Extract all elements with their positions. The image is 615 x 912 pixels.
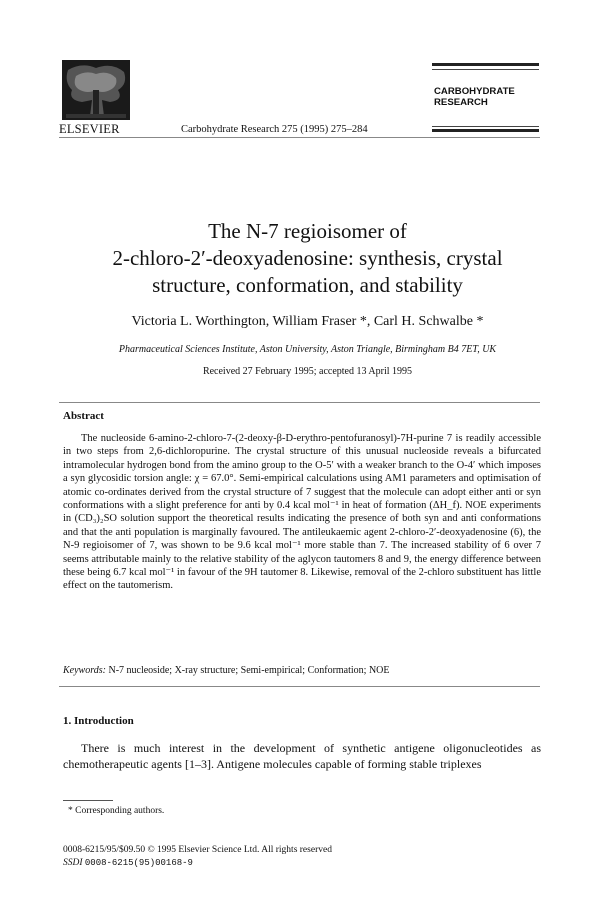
introduction-text: There is much interest in the development of synthetic antigene oligonucleotides as chemotherapeutic agents [1–3]. Antigene molecules capable of forming stable triplexes [63,741,541,771]
journal-citation: Carbohydrate Research 275 (1995) 275–284 [181,124,368,135]
header-divider [59,137,540,138]
author-list: Victoria L. Worthington, William Fraser *, Carl H. Schwalbe * [131,314,484,329]
received-dates: Received 27 February 1995; accepted 13 April 1995 [202,366,413,377]
journal-name [434,86,515,108]
publisher-name: ELSEVIER [59,122,120,136]
ssdi-line [63,858,193,868]
keywords [63,665,541,676]
keywords-label: Keywords: [63,665,106,676]
journal-rule-top-thin [432,69,539,70]
footnote-rule [63,800,113,801]
title-line-2: 2-chloro-2′-deoxyadenosine: synthesis, crystal [112,246,503,270]
title-line-1: The N-7 regioisomer of [208,219,407,243]
abstract-heading: Abstract [63,410,104,422]
journal-name-line1: CARBOHYDRATE [434,86,515,97]
keywords-text: N-7 nucleoside; X-ray structure; Semi-empirical; Conformation; NOE [108,665,390,676]
ssdi-label: SSDI [63,858,83,868]
copyright-line: 0008-6215/95/$09.50 © 1995 Elsevier Science Ltd. All rights reserved [63,845,332,855]
abstract-body [63,432,541,593]
ssdi-value: 0008-6215(95)00168-9 [84,858,193,868]
journal-rule-bottom [432,129,539,132]
journal-rule-bottom-thin [432,126,539,127]
title-line-3: structure, conformation, and stability [152,273,463,297]
divider-below-keywords [59,686,540,687]
introduction-body [63,741,541,772]
footnote-corresponding-authors: * Corresponding authors. [68,806,165,816]
journal-rule-top [432,63,539,66]
abstract-text: The nucleoside 6-amino-2-chloro-7-(2-deoxy-β-D-erythro-pentofuranosyl)-7H-purine 7 is readily accessible in two steps from 2,6-dichloropurine. The crystal structure of this unusual nucleoside reveals a bifurcated intramolecular hydrogen bond from the amino group to the O-5′ with a weaker branch to the O-4′ which imposes a syn glycosidic torsion angle: χ = 67.0°. Semi-empirical calculations using AM1 parameters and optimisation of atomic co-ordinates derived from the crystal structure of 7 suggest that the molecule can adopt either anti or syn conformations with a slight preference for anti by 0.4 kcal mol⁻¹ in heat of formation (ΔH_f). NOE experiments in (CD₃)₂SO solution support the theoretical results indicating the presence of both syn and anti conformations and that the anti population is marginally favoured. The antileukaemic agent 2-chloro-2′-deoxyadenosine (6), the N-9 regioisomer of 7, was shown to be 9.6 kcal mol⁻¹ more stable than 7. The increased stability of 6 over 7 seems attributable mainly to the relative stability of the aglycon tautomers 8 and 9, the energy difference between these being 6.7 kcal mol⁻¹ in favour of the 9H tautomer 8. Likewise, removal of the 2-chloro substituent has little effect on the tautomerism. [63,433,541,592]
divider-above-abstract [59,402,540,403]
elsevier-tree-logo [62,60,130,120]
affiliation: Pharmaceutical Sciences Institute, Aston University, Aston Triangle, Birmingham B4 7ET, UK [118,344,497,355]
journal-name-line2: RESEARCH [434,97,488,108]
section-heading-introduction: 1. Introduction [63,715,134,727]
article-title [40,218,575,299]
